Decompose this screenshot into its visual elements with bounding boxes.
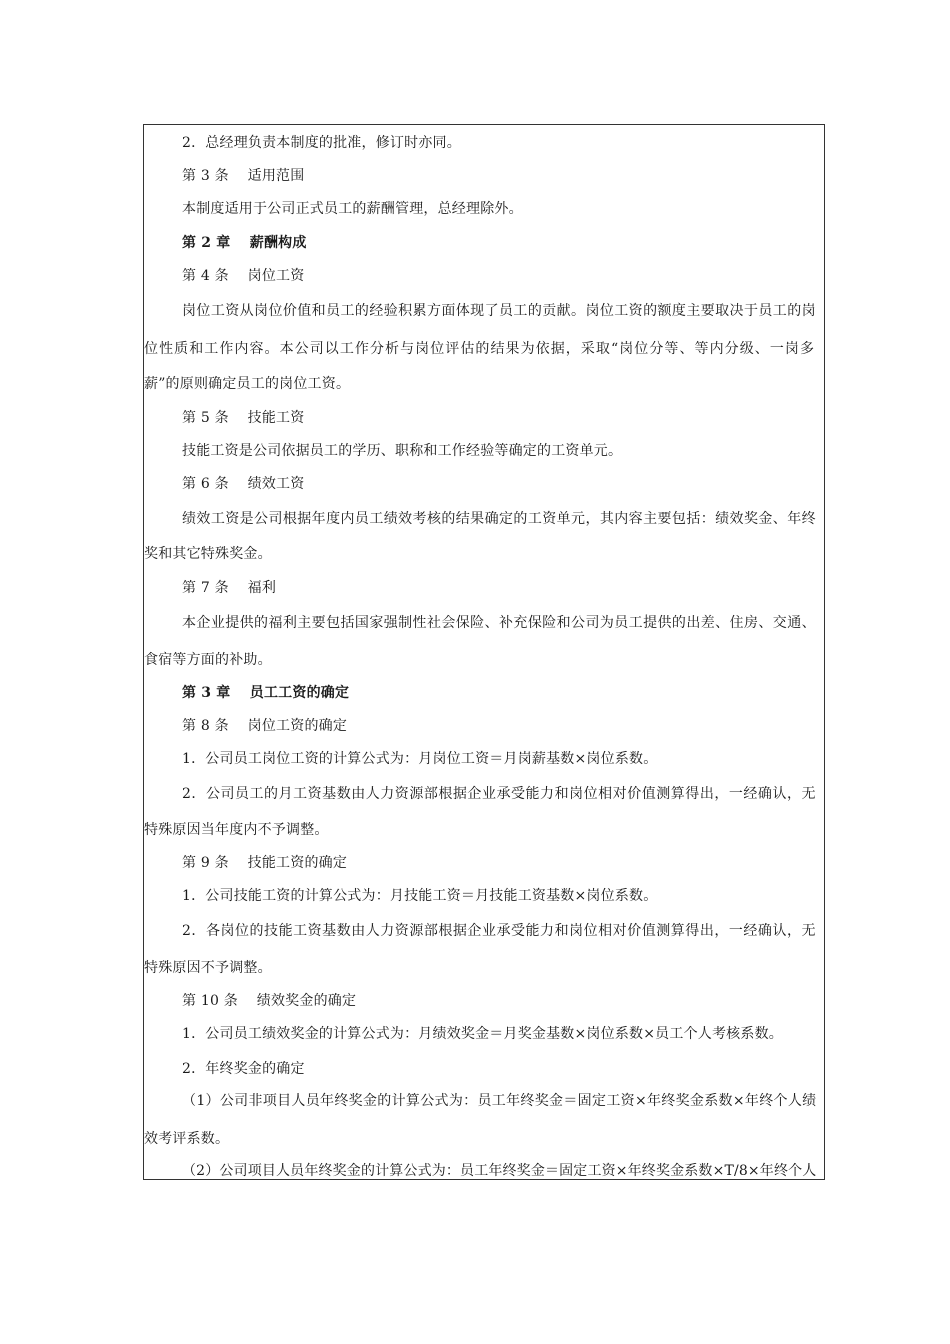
document-line: 2．各岗位的技能工资基数由人力资源部根据企业承受能力和岗位相对价值测算得出，一经确认，无 [182, 923, 817, 939]
document-line: （2）公司项目人员年终奖金的计算公式为：员工年终奖金＝固定工资×年终奖金系数×T/8×年终个人 [182, 1163, 817, 1179]
document-line: 特殊原因当年度内不予调整。 [144, 822, 329, 838]
document-line: 效考评系数。 [144, 1131, 230, 1147]
document-line: 本制度适用于公司正式员工的薪酬管理，总经理除外。 [182, 201, 523, 217]
document-line: 第 5 条 技能工资 [182, 410, 305, 426]
document-line: 薪”的原则确定员工的岗位工资。 [144, 376, 351, 392]
document-line: 食宿等方面的补助。 [144, 652, 272, 668]
chapter-heading: 第 2 章 薪酬构成 [182, 235, 307, 251]
document-line: 2．公司员工的月工资基数由人力资源部根据企业承受能力和岗位相对价值测算得出，一经确认，无 [182, 786, 817, 802]
document-line: 第 9 条 技能工资的确定 [182, 855, 348, 871]
chapter-heading: 第 3 章 员工工资的确定 [182, 685, 350, 701]
document-line: 岗位工资从岗位价值和员工的经验积累方面体现了员工的贡献。岗位工资的额度主要取决于员工的岗 [182, 303, 817, 319]
document-line: 2．年终奖金的确定 [182, 1061, 305, 1077]
document-line: 奖和其它特殊奖金。 [144, 546, 272, 562]
document-line: 1．公司技能工资的计算公式为：月技能工资＝月技能工资基数×岗位系数。 [182, 888, 658, 904]
document-line: （1）公司非项目人员年终奖金的计算公式为：员工年终奖金＝固定工资×年终奖金系数×年终个人绩 [182, 1093, 817, 1109]
document-line: 位性质和工作内容。本公司以工作分析与岗位评估的结果为依据，采取“岗位分等、等内分级、一岗多 [144, 341, 816, 357]
document-line: 特殊原因不予调整。 [144, 960, 272, 976]
document-line: 技能工资是公司依据员工的学历、职称和工作经验等确定的工资单元。 [182, 443, 623, 459]
document-line: 第 10 条 绩效奖金的确定 [182, 993, 357, 1009]
document-line: 第 3 条 适用范围 [182, 168, 305, 184]
document-line: 1．公司员工岗位工资的计算公式为：月岗位工资＝月岗薪基数×岗位系数。 [182, 751, 658, 767]
document-frame [143, 124, 825, 1180]
document-line: 第 6 条 绩效工资 [182, 476, 305, 492]
document-line: 1．公司员工绩效奖金的计算公式为：月绩效奖金＝月奖金基数×岗位系数×员工个人考核系数。 [182, 1026, 783, 1042]
document-line: 第 7 条 福利 [182, 580, 277, 596]
document-line: 2．总经理负责本制度的批准，修订时亦同。 [182, 135, 461, 151]
document-line: 绩效工资是公司根据年度内员工绩效考核的结果确定的工资单元，其内容主要包括：绩效奖金、年终 [182, 511, 817, 527]
document-line: 本企业提供的福利主要包括国家强制性社会保险、补充保险和公司为员工提供的出差、住房、交通、 [182, 615, 817, 631]
document-line: 第 8 条 岗位工资的确定 [182, 718, 348, 734]
document-line: 第 4 条 岗位工资 [182, 268, 305, 284]
